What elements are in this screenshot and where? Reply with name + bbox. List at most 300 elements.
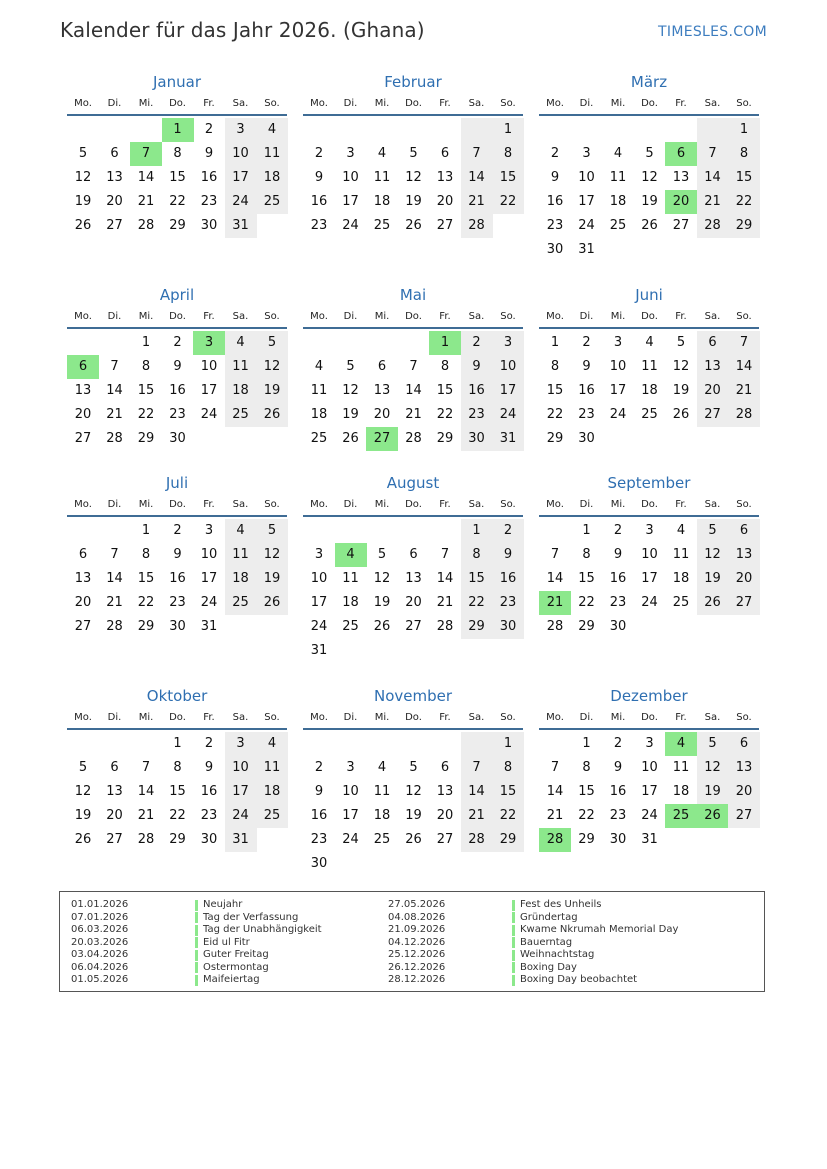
day-cell[interactable]: 21 (461, 804, 493, 828)
day-cell[interactable]: 6 (697, 331, 729, 355)
day-cell[interactable]: 7 (461, 142, 493, 166)
day-cell[interactable]: 17 (310, 595, 328, 610)
day-cell[interactable]: 23 (609, 595, 627, 610)
day-cell[interactable]: 4 (225, 519, 257, 543)
day-cell[interactable]: 3 (204, 523, 214, 538)
day-cell[interactable]: 9 (613, 760, 623, 775)
day-cell[interactable]: 29 (461, 615, 493, 639)
day-cell[interactable]: 1 (582, 736, 591, 751)
day-cell[interactable]: 8 (550, 359, 560, 374)
day-cell[interactable]: 7 (697, 142, 729, 166)
day-cell[interactable]: 10 (310, 571, 328, 586)
holiday-day-cell[interactable]: 26 (697, 804, 729, 828)
day-cell[interactable]: 27 (436, 832, 454, 847)
day-cell[interactable]: 23 (461, 403, 493, 427)
day-cell[interactable]: 10 (641, 760, 658, 775)
day-cell[interactable]: 19 (256, 379, 288, 403)
day-cell[interactable]: 3 (225, 732, 257, 756)
day-cell[interactable]: 30 (578, 431, 595, 446)
day-cell[interactable]: 6 (728, 732, 760, 756)
day-cell[interactable]: 14 (106, 571, 123, 586)
day-cell[interactable]: 23 (200, 808, 218, 823)
day-cell[interactable]: 18 (373, 808, 391, 823)
day-cell[interactable]: 24 (578, 218, 595, 233)
day-cell[interactable]: 12 (641, 170, 658, 185)
day-cell[interactable]: 7 (728, 331, 760, 355)
day-cell[interactable]: 18 (225, 379, 257, 403)
day-cell[interactable]: 18 (672, 784, 690, 799)
day-cell[interactable]: 27 (672, 218, 690, 233)
day-cell[interactable]: 28 (405, 431, 422, 446)
day-cell[interactable]: 25 (641, 407, 658, 422)
day-cell[interactable]: 31 (578, 242, 595, 257)
day-cell[interactable]: 31 (492, 427, 524, 451)
day-cell[interactable]: 6 (78, 547, 88, 562)
day-cell[interactable]: 24 (492, 403, 524, 427)
day-cell[interactable]: 21 (106, 407, 123, 422)
day-cell[interactable]: 17 (225, 166, 257, 190)
day-cell[interactable]: 10 (492, 355, 524, 379)
day-cell[interactable]: 8 (492, 142, 524, 166)
day-cell[interactable]: 14 (697, 166, 729, 190)
day-cell[interactable]: 16 (169, 383, 186, 398)
day-cell[interactable]: 13 (373, 383, 391, 398)
day-cell[interactable]: 10 (641, 547, 658, 562)
day-cell[interactable]: 17 (225, 780, 257, 804)
day-cell[interactable]: 29 (728, 214, 760, 238)
day-cell[interactable]: 20 (106, 808, 123, 823)
day-cell[interactable]: 16 (200, 170, 218, 185)
day-cell[interactable]: 10 (200, 359, 218, 374)
day-cell[interactable]: 16 (578, 383, 595, 398)
day-cell[interactable]: 5 (676, 335, 686, 350)
day-cell[interactable]: 9 (173, 547, 182, 562)
day-cell[interactable]: 26 (672, 407, 690, 422)
day-cell[interactable]: 29 (169, 832, 186, 847)
holiday-day-cell[interactable]: 4 (335, 543, 367, 567)
day-cell[interactable]: 26 (74, 832, 92, 847)
day-cell[interactable]: 12 (342, 383, 359, 398)
day-cell[interactable]: 17 (200, 383, 218, 398)
day-cell[interactable]: 14 (461, 780, 493, 804)
day-cell[interactable]: 29 (492, 828, 524, 852)
day-cell[interactable]: 1 (141, 335, 151, 350)
day-cell[interactable]: 13 (697, 355, 729, 379)
day-cell[interactable]: 20 (74, 407, 92, 422)
day-cell[interactable]: 29 (546, 431, 564, 446)
day-cell[interactable]: 22 (137, 407, 155, 422)
day-cell[interactable]: 16 (310, 194, 328, 209)
day-cell[interactable]: 19 (697, 567, 729, 591)
day-cell[interactable]: 2 (550, 146, 560, 161)
day-cell[interactable]: 14 (461, 166, 493, 190)
day-cell[interactable]: 5 (256, 519, 288, 543)
day-cell[interactable]: 30 (609, 619, 627, 634)
day-cell[interactable]: 6 (728, 519, 760, 543)
day-cell[interactable]: 22 (578, 808, 595, 823)
day-cell[interactable]: 25 (225, 403, 257, 427)
day-cell[interactable]: 11 (641, 359, 658, 374)
day-cell[interactable]: 24 (641, 808, 658, 823)
day-cell[interactable]: 3 (582, 146, 591, 161)
day-cell[interactable]: 12 (672, 359, 690, 374)
day-cell[interactable]: 1 (173, 736, 182, 751)
day-cell[interactable]: 15 (492, 166, 524, 190)
day-cell[interactable]: 28 (461, 214, 493, 238)
day-cell[interactable]: 28 (697, 214, 729, 238)
day-cell[interactable]: 1 (582, 523, 591, 538)
day-cell[interactable]: 21 (137, 808, 155, 823)
day-cell[interactable]: 9 (173, 359, 182, 374)
day-cell[interactable]: 23 (492, 591, 524, 615)
day-cell[interactable]: 18 (256, 166, 288, 190)
day-cell[interactable]: 2 (314, 760, 324, 775)
day-cell[interactable]: 15 (436, 383, 454, 398)
day-cell[interactable]: 3 (314, 547, 324, 562)
day-cell[interactable]: 25 (310, 431, 328, 446)
day-cell[interactable]: 20 (405, 595, 422, 610)
day-cell[interactable]: 20 (697, 379, 729, 403)
day-cell[interactable]: 25 (342, 619, 359, 634)
day-cell[interactable]: 16 (492, 567, 524, 591)
day-cell[interactable]: 12 (74, 784, 92, 799)
day-cell[interactable]: 8 (141, 359, 151, 374)
day-cell[interactable]: 18 (609, 194, 627, 209)
day-cell[interactable]: 15 (546, 383, 564, 398)
day-cell[interactable]: 8 (582, 760, 591, 775)
day-cell[interactable]: 22 (492, 804, 524, 828)
day-cell[interactable]: 8 (582, 547, 591, 562)
day-cell[interactable]: 10 (342, 784, 359, 799)
day-cell[interactable]: 17 (342, 808, 359, 823)
day-cell[interactable]: 10 (225, 756, 257, 780)
day-cell[interactable]: 5 (697, 519, 729, 543)
day-cell[interactable]: 24 (342, 832, 359, 847)
day-cell[interactable]: 9 (461, 355, 493, 379)
day-cell[interactable]: 15 (137, 383, 155, 398)
day-cell[interactable]: 20 (728, 567, 760, 591)
day-cell[interactable]: 29 (169, 218, 186, 233)
day-cell[interactable]: 21 (436, 595, 454, 610)
day-cell[interactable]: 12 (405, 784, 422, 799)
day-cell[interactable]: 12 (74, 170, 92, 185)
day-cell[interactable]: 19 (256, 567, 288, 591)
day-cell[interactable]: 28 (728, 403, 760, 427)
day-cell[interactable]: 2 (204, 122, 214, 137)
holiday-day-cell[interactable]: 21 (539, 591, 571, 615)
day-cell[interactable]: 11 (310, 383, 328, 398)
day-cell[interactable]: 3 (613, 335, 623, 350)
day-cell[interactable]: 4 (613, 146, 623, 161)
holiday-day-cell[interactable]: 6 (67, 355, 99, 379)
day-cell[interactable]: 3 (225, 118, 257, 142)
day-cell[interactable]: 12 (256, 355, 288, 379)
day-cell[interactable]: 7 (409, 359, 418, 374)
day-cell[interactable]: 15 (461, 567, 493, 591)
day-cell[interactable]: 25 (672, 595, 690, 610)
day-cell[interactable]: 18 (641, 383, 658, 398)
day-cell[interactable]: 27 (106, 218, 123, 233)
day-cell[interactable]: 19 (405, 808, 422, 823)
day-cell[interactable]: 6 (110, 146, 119, 161)
day-cell[interactable]: 9 (314, 170, 324, 185)
holiday-day-cell[interactable]: 4 (665, 732, 697, 756)
day-cell[interactable]: 5 (377, 547, 387, 562)
holiday-day-cell[interactable]: 1 (429, 331, 461, 355)
day-cell[interactable]: 26 (641, 218, 658, 233)
day-cell[interactable]: 1 (141, 523, 151, 538)
day-cell[interactable]: 8 (492, 756, 524, 780)
day-cell[interactable]: 11 (256, 142, 288, 166)
day-cell[interactable]: 27 (728, 804, 760, 828)
day-cell[interactable]: 4 (645, 335, 654, 350)
day-cell[interactable]: 1 (492, 732, 524, 756)
day-cell[interactable]: 2 (492, 519, 524, 543)
holiday-day-cell[interactable]: 28 (539, 828, 571, 852)
day-cell[interactable]: 18 (225, 567, 257, 591)
day-cell[interactable]: 11 (225, 355, 257, 379)
day-cell[interactable]: 31 (225, 828, 257, 852)
day-cell[interactable]: 7 (110, 359, 119, 374)
day-cell[interactable]: 24 (310, 619, 328, 634)
day-cell[interactable]: 24 (342, 218, 359, 233)
day-cell[interactable]: 29 (578, 832, 595, 847)
day-cell[interactable]: 11 (609, 170, 627, 185)
day-cell[interactable]: 13 (436, 170, 454, 185)
day-cell[interactable]: 12 (405, 170, 422, 185)
day-cell[interactable]: 20 (74, 595, 92, 610)
day-cell[interactable]: 26 (256, 591, 288, 615)
day-cell[interactable]: 17 (578, 194, 595, 209)
day-cell[interactable]: 5 (645, 146, 654, 161)
day-cell[interactable]: 6 (110, 760, 119, 775)
day-cell[interactable]: 13 (436, 784, 454, 799)
day-cell[interactable]: 13 (74, 571, 92, 586)
day-cell[interactable]: 21 (137, 194, 155, 209)
day-cell[interactable]: 28 (106, 431, 123, 446)
day-cell[interactable]: 2 (613, 523, 623, 538)
day-cell[interactable]: 29 (137, 619, 155, 634)
day-cell[interactable]: 14 (546, 571, 564, 586)
day-cell[interactable]: 6 (440, 146, 450, 161)
day-cell[interactable]: 15 (137, 571, 155, 586)
day-cell[interactable]: 4 (225, 331, 257, 355)
brand-link[interactable]: TIMESLES.COM (658, 24, 767, 40)
day-cell[interactable]: 15 (169, 170, 186, 185)
day-cell[interactable]: 22 (546, 407, 564, 422)
day-cell[interactable]: 2 (173, 335, 182, 350)
day-cell[interactable]: 26 (373, 619, 391, 634)
day-cell[interactable]: 26 (697, 591, 729, 615)
day-cell[interactable]: 22 (728, 190, 760, 214)
day-cell[interactable]: 24 (225, 190, 257, 214)
day-cell[interactable]: 7 (550, 760, 560, 775)
day-cell[interactable]: 27 (728, 591, 760, 615)
day-cell[interactable]: 12 (697, 543, 729, 567)
day-cell[interactable]: 23 (310, 218, 328, 233)
day-cell[interactable]: 6 (440, 760, 450, 775)
day-cell[interactable]: 13 (728, 543, 760, 567)
day-cell[interactable]: 17 (342, 194, 359, 209)
day-cell[interactable]: 11 (342, 571, 359, 586)
day-cell[interactable]: 24 (641, 595, 658, 610)
day-cell[interactable]: 30 (492, 615, 524, 639)
day-cell[interactable]: 11 (373, 784, 391, 799)
day-cell[interactable]: 5 (256, 331, 288, 355)
day-cell[interactable]: 8 (461, 543, 493, 567)
day-cell[interactable]: 17 (492, 379, 524, 403)
day-cell[interactable]: 20 (106, 194, 123, 209)
day-cell[interactable]: 5 (346, 359, 355, 374)
day-cell[interactable]: 5 (78, 760, 88, 775)
day-cell[interactable]: 24 (200, 595, 218, 610)
day-cell[interactable]: 20 (728, 780, 760, 804)
day-cell[interactable]: 23 (310, 832, 328, 847)
day-cell[interactable]: 5 (409, 760, 418, 775)
day-cell[interactable]: 8 (440, 359, 450, 374)
day-cell[interactable]: 5 (409, 146, 418, 161)
day-cell[interactable]: 12 (373, 571, 391, 586)
day-cell[interactable]: 30 (546, 242, 564, 257)
day-cell[interactable]: 16 (609, 571, 627, 586)
day-cell[interactable]: 23 (546, 218, 564, 233)
day-cell[interactable]: 13 (74, 383, 92, 398)
day-cell[interactable]: 24 (200, 407, 218, 422)
day-cell[interactable]: 19 (405, 194, 422, 209)
day-cell[interactable]: 3 (645, 523, 654, 538)
day-cell[interactable]: 14 (106, 383, 123, 398)
day-cell[interactable]: 27 (436, 218, 454, 233)
day-cell[interactable]: 1 (728, 118, 760, 142)
day-cell[interactable]: 3 (346, 146, 355, 161)
day-cell[interactable]: 4 (377, 146, 387, 161)
day-cell[interactable]: 31 (225, 214, 257, 238)
day-cell[interactable]: 2 (314, 146, 324, 161)
day-cell[interactable]: 7 (550, 547, 560, 562)
day-cell[interactable]: 26 (342, 431, 359, 446)
day-cell[interactable]: 8 (173, 146, 182, 161)
day-cell[interactable]: 16 (609, 784, 627, 799)
day-cell[interactable]: 27 (106, 832, 123, 847)
day-cell[interactable]: 24 (609, 407, 627, 422)
day-cell[interactable]: 14 (137, 170, 155, 185)
day-cell[interactable]: 22 (436, 407, 454, 422)
day-cell[interactable]: 12 (256, 543, 288, 567)
day-cell[interactable]: 28 (137, 218, 155, 233)
day-cell[interactable]: 1 (461, 519, 493, 543)
day-cell[interactable]: 16 (546, 194, 564, 209)
day-cell[interactable]: 14 (728, 355, 760, 379)
day-cell[interactable]: 16 (461, 379, 493, 403)
day-cell[interactable]: 17 (200, 571, 218, 586)
day-cell[interactable]: 11 (225, 543, 257, 567)
holiday-day-cell[interactable]: 3 (193, 331, 225, 355)
day-cell[interactable]: 23 (578, 407, 595, 422)
day-cell[interactable]: 30 (310, 856, 328, 871)
day-cell[interactable]: 29 (436, 431, 454, 446)
day-cell[interactable]: 29 (137, 431, 155, 446)
day-cell[interactable]: 28 (546, 619, 564, 634)
day-cell[interactable]: 29 (578, 619, 595, 634)
day-cell[interactable]: 30 (200, 218, 218, 233)
day-cell[interactable]: 6 (377, 359, 387, 374)
day-cell[interactable]: 21 (546, 808, 564, 823)
day-cell[interactable]: 25 (256, 804, 288, 828)
day-cell[interactable]: 26 (405, 218, 422, 233)
day-cell[interactable]: 21 (461, 190, 493, 214)
day-cell[interactable]: 3 (492, 331, 524, 355)
day-cell[interactable]: 27 (74, 619, 92, 634)
day-cell[interactable]: 16 (310, 808, 328, 823)
day-cell[interactable]: 11 (373, 170, 391, 185)
day-cell[interactable]: 5 (697, 732, 729, 756)
day-cell[interactable]: 9 (582, 359, 591, 374)
day-cell[interactable]: 4 (256, 732, 288, 756)
day-cell[interactable]: 2 (613, 736, 623, 751)
day-cell[interactable]: 18 (310, 407, 328, 422)
day-cell[interactable]: 28 (461, 828, 493, 852)
day-cell[interactable]: 30 (461, 427, 493, 451)
day-cell[interactable]: 11 (256, 756, 288, 780)
day-cell[interactable]: 9 (204, 146, 214, 161)
day-cell[interactable]: 6 (409, 547, 418, 562)
day-cell[interactable]: 10 (200, 547, 218, 562)
holiday-day-cell[interactable]: 27 (366, 427, 398, 451)
day-cell[interactable]: 27 (405, 619, 422, 634)
day-cell[interactable]: 1 (492, 118, 524, 142)
day-cell[interactable]: 31 (641, 832, 658, 847)
day-cell[interactable]: 19 (342, 407, 359, 422)
day-cell[interactable]: 28 (436, 619, 454, 634)
day-cell[interactable]: 28 (106, 619, 123, 634)
holiday-day-cell[interactable]: 6 (665, 142, 697, 166)
day-cell[interactable]: 13 (106, 784, 123, 799)
day-cell[interactable]: 19 (641, 194, 658, 209)
day-cell[interactable]: 24 (225, 804, 257, 828)
day-cell[interactable]: 18 (672, 571, 690, 586)
day-cell[interactable]: 2 (173, 523, 182, 538)
day-cell[interactable]: 22 (137, 595, 155, 610)
day-cell[interactable]: 12 (697, 756, 729, 780)
day-cell[interactable]: 23 (169, 595, 186, 610)
day-cell[interactable]: 15 (578, 571, 595, 586)
day-cell[interactable]: 18 (373, 194, 391, 209)
day-cell[interactable]: 17 (609, 383, 627, 398)
day-cell[interactable]: 7 (141, 760, 151, 775)
day-cell[interactable]: 30 (200, 832, 218, 847)
day-cell[interactable]: 22 (461, 591, 493, 615)
day-cell[interactable]: 2 (461, 331, 493, 355)
day-cell[interactable]: 10 (578, 170, 595, 185)
day-cell[interactable]: 7 (440, 547, 450, 562)
holiday-day-cell[interactable]: 7 (130, 142, 162, 166)
day-cell[interactable]: 3 (346, 760, 355, 775)
day-cell[interactable]: 10 (342, 170, 359, 185)
day-cell[interactable]: 19 (74, 194, 92, 209)
day-cell[interactable]: 25 (256, 190, 288, 214)
day-cell[interactable]: 2 (204, 736, 214, 751)
day-cell[interactable]: 8 (141, 547, 151, 562)
day-cell[interactable]: 18 (342, 595, 359, 610)
day-cell[interactable]: 20 (436, 194, 454, 209)
day-cell[interactable]: 13 (672, 170, 690, 185)
day-cell[interactable]: 19 (672, 383, 690, 398)
day-cell[interactable]: 14 (405, 383, 422, 398)
day-cell[interactable]: 26 (405, 832, 422, 847)
day-cell[interactable]: 30 (169, 431, 186, 446)
day-cell[interactable]: 9 (613, 547, 623, 562)
day-cell[interactable]: 19 (697, 780, 729, 804)
